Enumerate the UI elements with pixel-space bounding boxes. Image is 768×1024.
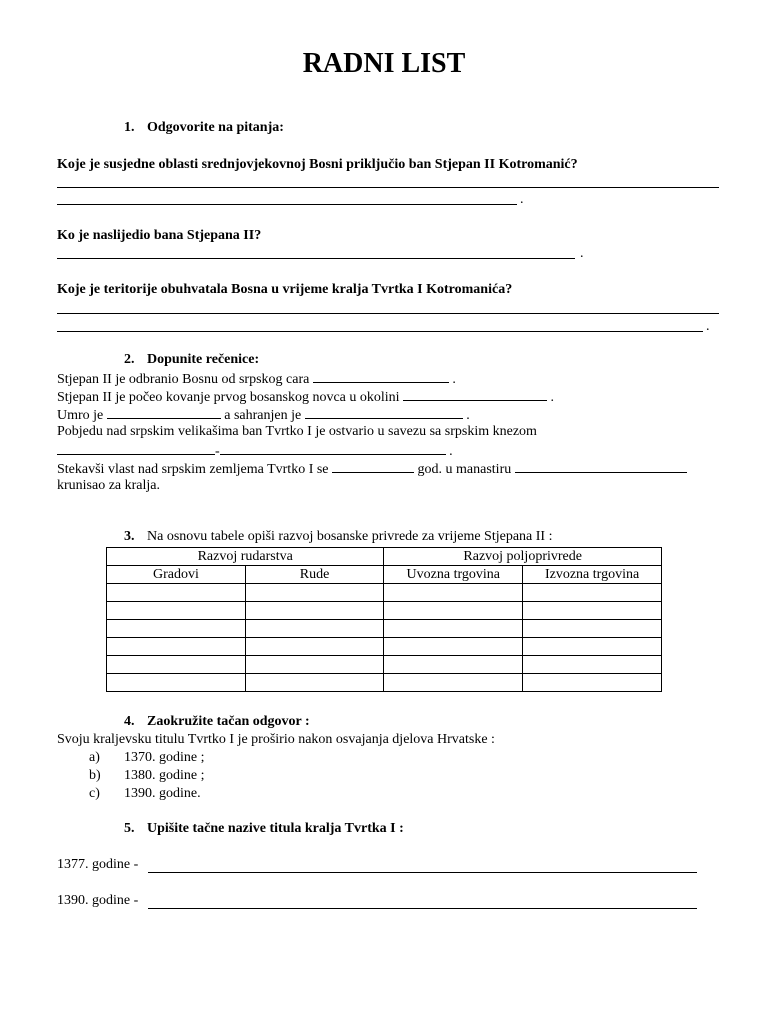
q2-sentence-1 xyxy=(57,370,456,388)
q3-heading: Na osnovu tabele opiši razvoj bosanske privrede za vrijeme Stjepana II : xyxy=(147,529,553,544)
table-row xyxy=(107,584,662,602)
q2-heading: Dopunite rečenice: xyxy=(147,352,260,367)
table-cell[interactable] xyxy=(107,638,246,656)
q2-sentence-2 xyxy=(57,388,554,406)
q2-sentence-4: Pobjedu nad srpskim velikašima ban Tvrtko I je ostvario u savezu sa srpskim knezom xyxy=(57,424,537,439)
table-cell[interactable] xyxy=(245,602,384,620)
table-cell[interactable] xyxy=(523,602,662,620)
table-cell[interactable] xyxy=(384,620,523,638)
q2-sentence-6a-text: Stekavši vlast nad srpskim zemljema Tvrtko I se xyxy=(57,462,329,477)
group-header-mining: Razvoj rudarstva xyxy=(107,548,384,566)
fill-blank[interactable] xyxy=(305,406,463,419)
page-title: RADNI LIST xyxy=(302,48,466,79)
q2-sentence-2-text: Stjepan II je počeo kovanje prvog bosanskog novca u okolini xyxy=(57,390,400,405)
q2-number: 2. xyxy=(124,352,135,367)
table-row xyxy=(107,620,662,638)
table-row xyxy=(107,656,662,674)
table-cell[interactable] xyxy=(384,656,523,674)
table-cell[interactable] xyxy=(384,638,523,656)
table-cell[interactable] xyxy=(245,656,384,674)
q4-heading: Zaokružite tačan odgovor : xyxy=(147,714,310,729)
table-cell[interactable] xyxy=(523,674,662,692)
table-cell[interactable] xyxy=(384,674,523,692)
q1-question-2: Ko je naslijedio bana Stjepana II? xyxy=(57,228,262,243)
q2-sentence-3b-text: a sahranjen je xyxy=(224,408,302,423)
table-cell[interactable] xyxy=(107,674,246,692)
table-cell[interactable] xyxy=(107,656,246,674)
title-1390-label: 1390. godine - xyxy=(57,893,139,908)
table-cell[interactable] xyxy=(523,656,662,674)
fill-blank[interactable] xyxy=(220,442,446,455)
end-mark: . xyxy=(706,319,710,334)
table-cell[interactable] xyxy=(245,638,384,656)
fill-blank[interactable] xyxy=(403,388,547,401)
fill-blank[interactable] xyxy=(107,406,221,419)
fill-blank[interactable] xyxy=(515,460,687,473)
option-b-letter: b) xyxy=(89,768,101,783)
table-row xyxy=(107,674,662,692)
end-mark: . xyxy=(550,390,555,405)
table-cell[interactable] xyxy=(107,602,246,620)
end-mark: . xyxy=(449,444,453,459)
column-header-rude: Rude xyxy=(245,566,384,584)
q2-sentence-5: - . xyxy=(57,442,453,460)
column-header-gradovi: Gradovi xyxy=(107,566,246,584)
option-c[interactable]: 1390. godine. xyxy=(124,786,201,801)
option-a-letter: a) xyxy=(89,750,100,765)
option-c-letter: c) xyxy=(89,786,100,801)
answer-line[interactable] xyxy=(57,331,703,332)
q3-number: 3. xyxy=(124,529,135,544)
table-cell[interactable] xyxy=(384,602,523,620)
q4-question: Svoju kraljevsku titulu Tvrtko I je proširio nakon osvajanja djelova Hrvatske : xyxy=(57,732,495,747)
group-header-agriculture: Razvoj poljoprivrede xyxy=(384,548,662,566)
table-cell[interactable] xyxy=(384,584,523,602)
q1-question-1: Koje je susjedne oblasti srednjovjekovnoj Bosni priključio ban Stjepan II Kotromanić? xyxy=(57,157,578,172)
option-b[interactable]: 1380. godine ; xyxy=(124,768,205,783)
column-header-izvozna: Izvozna trgovina xyxy=(523,566,662,584)
q5-number: 5. xyxy=(124,821,135,836)
answer-line[interactable] xyxy=(148,872,697,873)
column-header-uvozna: Uvozna trgovina xyxy=(384,566,523,584)
end-mark: . xyxy=(466,408,470,423)
option-a[interactable]: 1370. godine ; xyxy=(124,750,205,765)
end-mark: . xyxy=(580,246,584,261)
q5-heading: Upišite tačne nazive titula kralja Tvrtka I : xyxy=(147,821,404,836)
fill-blank[interactable] xyxy=(332,460,414,473)
q1-question-3: Koje je teritorije obuhvatala Bosna u vrijeme kralja Tvrtka I Kotromanića? xyxy=(57,282,513,297)
table-cell[interactable] xyxy=(107,620,246,638)
answer-line[interactable] xyxy=(148,908,697,909)
fill-blank[interactable] xyxy=(57,442,215,455)
economy-table xyxy=(106,547,662,692)
table-cell[interactable] xyxy=(245,620,384,638)
table-cell[interactable] xyxy=(245,674,384,692)
q2-sentence-6b-text: god. u manastiru xyxy=(417,462,512,477)
table-group-header-row xyxy=(107,548,662,566)
table-column-header-row xyxy=(107,566,662,584)
q2-sentence-1-text: Stjepan II je odbranio Bosnu od srpskog cara xyxy=(57,372,310,387)
table-cell[interactable] xyxy=(523,584,662,602)
q1-heading: Odgovorite na pitanja: xyxy=(147,120,284,135)
table-row xyxy=(107,602,662,620)
answer-line[interactable] xyxy=(57,258,575,259)
title-1377-label: 1377. godine - xyxy=(57,857,139,872)
fill-blank[interactable] xyxy=(313,370,449,383)
answer-line[interactable] xyxy=(57,187,719,188)
table-cell[interactable] xyxy=(523,620,662,638)
q4-number: 4. xyxy=(124,714,135,729)
q2-sentence-3 xyxy=(57,406,470,424)
q2-sentence-3a-text: Umro je xyxy=(57,408,104,423)
q1-number: 1. xyxy=(124,120,135,135)
table-cell[interactable] xyxy=(245,584,384,602)
table-row xyxy=(107,638,662,656)
answer-line[interactable] xyxy=(57,313,719,314)
end-mark: . xyxy=(452,372,456,387)
table-cell[interactable] xyxy=(107,584,246,602)
q2-sentence-7: krunisao za kralja. xyxy=(57,478,161,493)
q2-sentence-6 xyxy=(57,460,687,478)
end-mark: . xyxy=(520,192,524,207)
answer-line[interactable] xyxy=(57,204,517,205)
table-cell[interactable] xyxy=(523,638,662,656)
